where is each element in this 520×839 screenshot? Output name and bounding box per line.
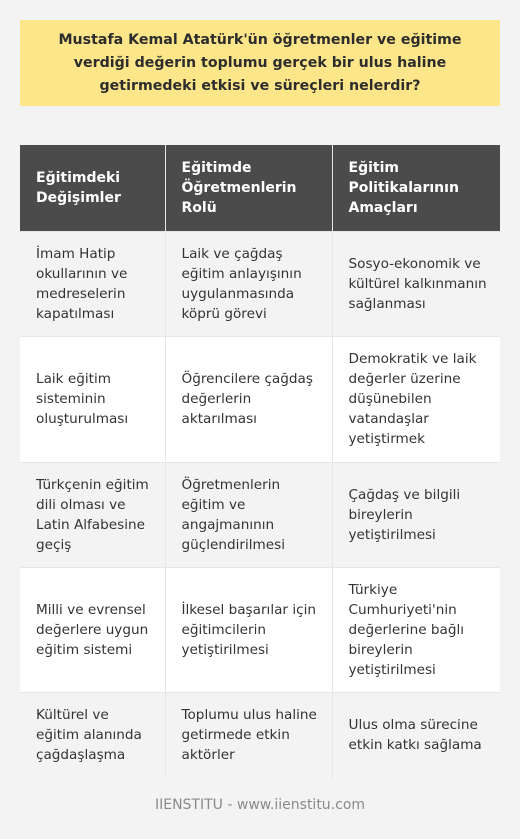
table-cell: Ulus olma sürecine etkin katkı sağlama xyxy=(332,692,500,778)
table-row xyxy=(20,462,500,567)
table-row xyxy=(20,567,500,692)
comparison-table xyxy=(20,145,500,778)
table-header-row xyxy=(20,145,500,231)
table-cell: Laik eğitim sisteminin oluşturulması xyxy=(20,336,165,462)
table-cell: Demokratik ve laik değerler üzerine düşünebilen vatandaşlar yetiştirmek xyxy=(332,336,500,462)
column-header-policy-goals: Eğitim Politikalarının Amaçları xyxy=(332,145,500,231)
table-cell: Türkçenin eğitim dili olması ve Latin Alfabesine geçiş xyxy=(20,462,165,567)
table-cell: Sosyo-ekonomik ve kültürel kalkınmanın sağlanması xyxy=(332,231,500,336)
table-cell: Toplumu ulus haline getirmede etkin aktörler xyxy=(165,692,332,778)
table-row xyxy=(20,336,500,462)
table-cell: Çağdaş ve bilgili bireylerin yetiştirilmesi xyxy=(332,462,500,567)
table-row xyxy=(20,692,500,778)
table-row xyxy=(20,231,500,336)
table-cell: Öğretmenlerin eğitim ve angajmanının güçlendirilmesi xyxy=(165,462,332,567)
table-cell: Türkiye Cumhuriyeti'nin değerlerine bağlı bireylerin yetiştirilmesi xyxy=(332,567,500,692)
table-cell: İmam Hatip okullarının ve medreselerin kapatılması xyxy=(20,231,165,336)
table-cell: Milli ve evrensel değerlere uygun eğitim sistemi xyxy=(20,567,165,692)
column-header-education-changes: Eğitimdeki Değişimler xyxy=(20,145,165,231)
table-cell: Kültürel ve eğitim alanında çağdaşlaşma xyxy=(20,692,165,778)
table-cell: İlkesel başarılar için eğitimcilerin yetiştirilmesi xyxy=(165,567,332,692)
column-header-teacher-role: Eğitimde Öğretmenlerin Rolü xyxy=(165,145,332,231)
question-banner xyxy=(20,20,500,106)
footer-credit: IIENSTITU - www.iienstitu.com xyxy=(154,797,366,813)
table-cell: Laik ve çağdaş eğitim anlayışının uygulanmasında köprü görevi xyxy=(165,231,332,336)
table-cell: Öğrencilere çağdaş değerlerin aktarılması xyxy=(165,336,332,462)
question-title: Mustafa Kemal Atatürk'ün öğretmenler ve eğitime verdiği değerin toplumu gerçek bir ulus haline getirmedeki etkisi ve süreçleri nelerdir? xyxy=(58,31,462,94)
